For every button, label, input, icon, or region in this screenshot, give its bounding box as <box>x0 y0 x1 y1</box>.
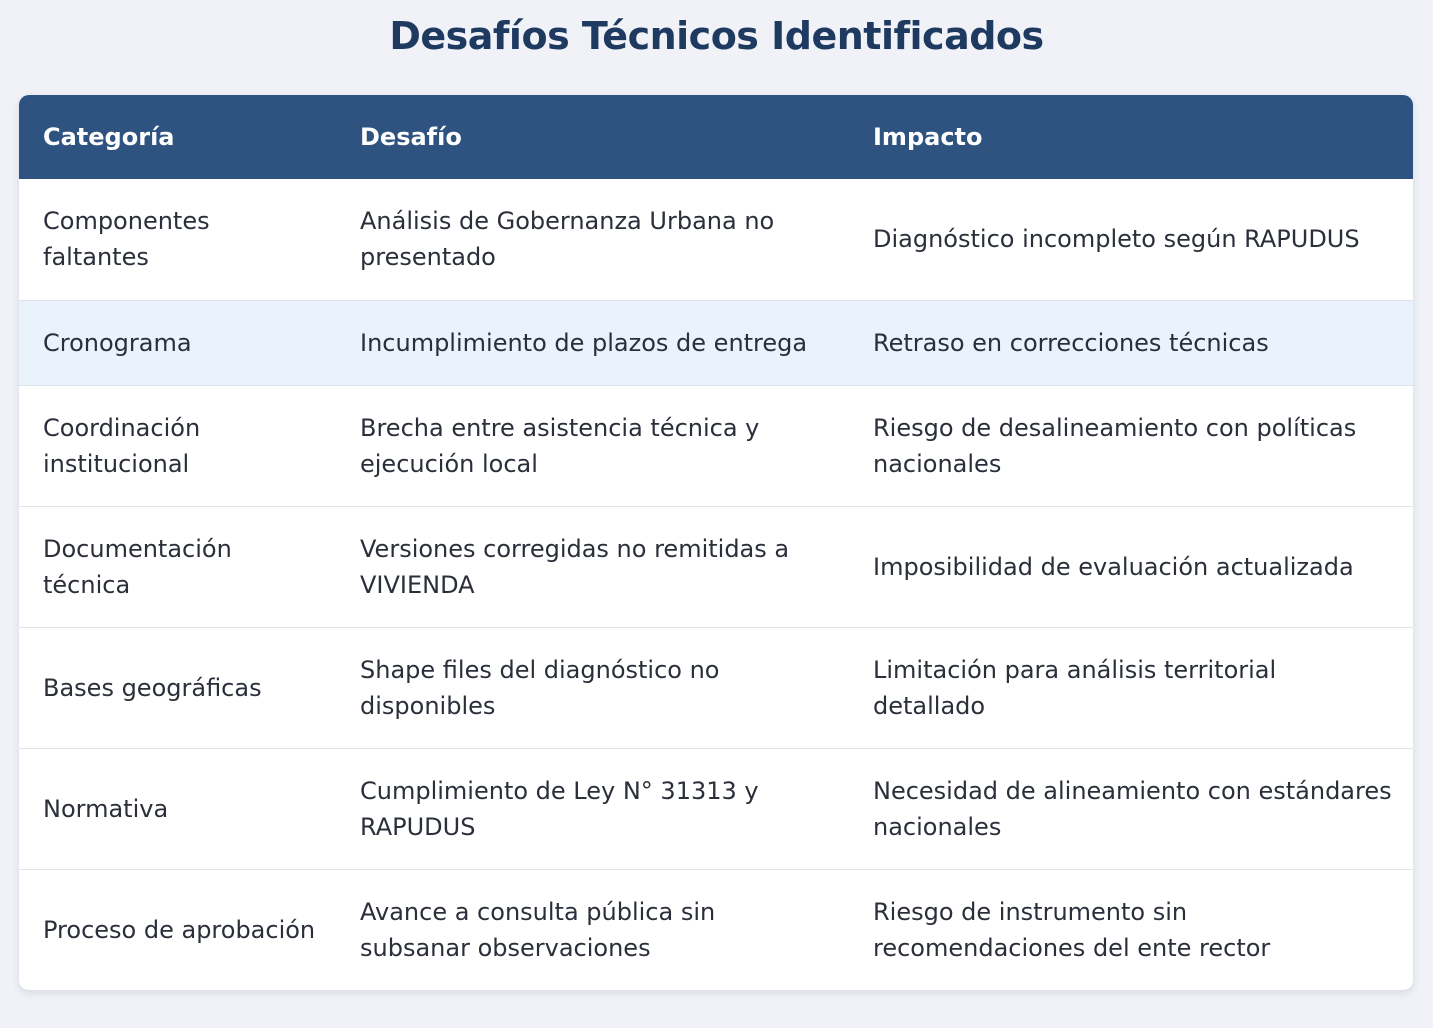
cell-category: Coordinación institucional <box>43 413 201 478</box>
table-row <box>19 506 1413 627</box>
cell-category: Componentes faltantes <box>43 207 210 272</box>
cell-impact: Limitación para análisis territorial detallado <box>873 655 1277 720</box>
column-header-impact: Impacto <box>873 123 983 151</box>
cell-challenge: Avance a consulta pública sin subsanar observaciones <box>360 897 716 962</box>
column-header-category: Categoría <box>43 123 175 151</box>
cell-category: Documentación técnica <box>43 534 232 599</box>
cell-category: Normativa <box>43 794 169 823</box>
cell-challenge: Brecha entre asistencia técnica y ejecución local <box>360 413 760 478</box>
page-title: Desafíos Técnicos Identificados <box>389 14 1044 58</box>
cell-challenge: Incumplimiento de plazos de entrega <box>360 328 808 357</box>
cell-category: Cronograma <box>43 328 192 357</box>
table-header-row <box>19 95 1413 179</box>
cell-challenge: Versiones corregidas no remitidas a VIVIENDA <box>360 534 790 599</box>
cell-impact: Retraso en correcciones técnicas <box>873 328 1269 357</box>
cell-impact: Diagnóstico incompleto según RAPUDUS <box>873 225 1360 254</box>
table-row-highlighted <box>19 300 1413 385</box>
challenges-table-card <box>19 95 1413 990</box>
table-row <box>19 627 1413 748</box>
cell-challenge: Análisis de Gobernanza Urbana no presentado <box>360 207 775 272</box>
cell-challenge: Shape files del diagnóstico no disponibles <box>360 655 720 720</box>
cell-impact: Riesgo de instrumento sin recomendaciones del ente rector <box>873 897 1271 962</box>
cell-impact: Necesidad de alineamiento con estándares nacionales <box>873 776 1392 841</box>
table-row <box>19 748 1413 869</box>
cell-category: Bases geográficas <box>43 673 262 702</box>
cell-category: Proceso de aprobación <box>43 915 316 944</box>
cell-impact: Imposibilidad de evaluación actualizada <box>873 552 1354 581</box>
table-row <box>19 869 1413 990</box>
cell-challenge: Cumplimiento de Ley N° 31313 y RAPUDUS <box>360 776 759 841</box>
table-row <box>19 385 1413 506</box>
column-header-challenge: Desafío <box>360 123 462 151</box>
table-row <box>19 179 1413 300</box>
challenges-table <box>19 95 1413 990</box>
cell-impact: Riesgo de desalineamiento con políticas nacionales <box>873 413 1357 478</box>
